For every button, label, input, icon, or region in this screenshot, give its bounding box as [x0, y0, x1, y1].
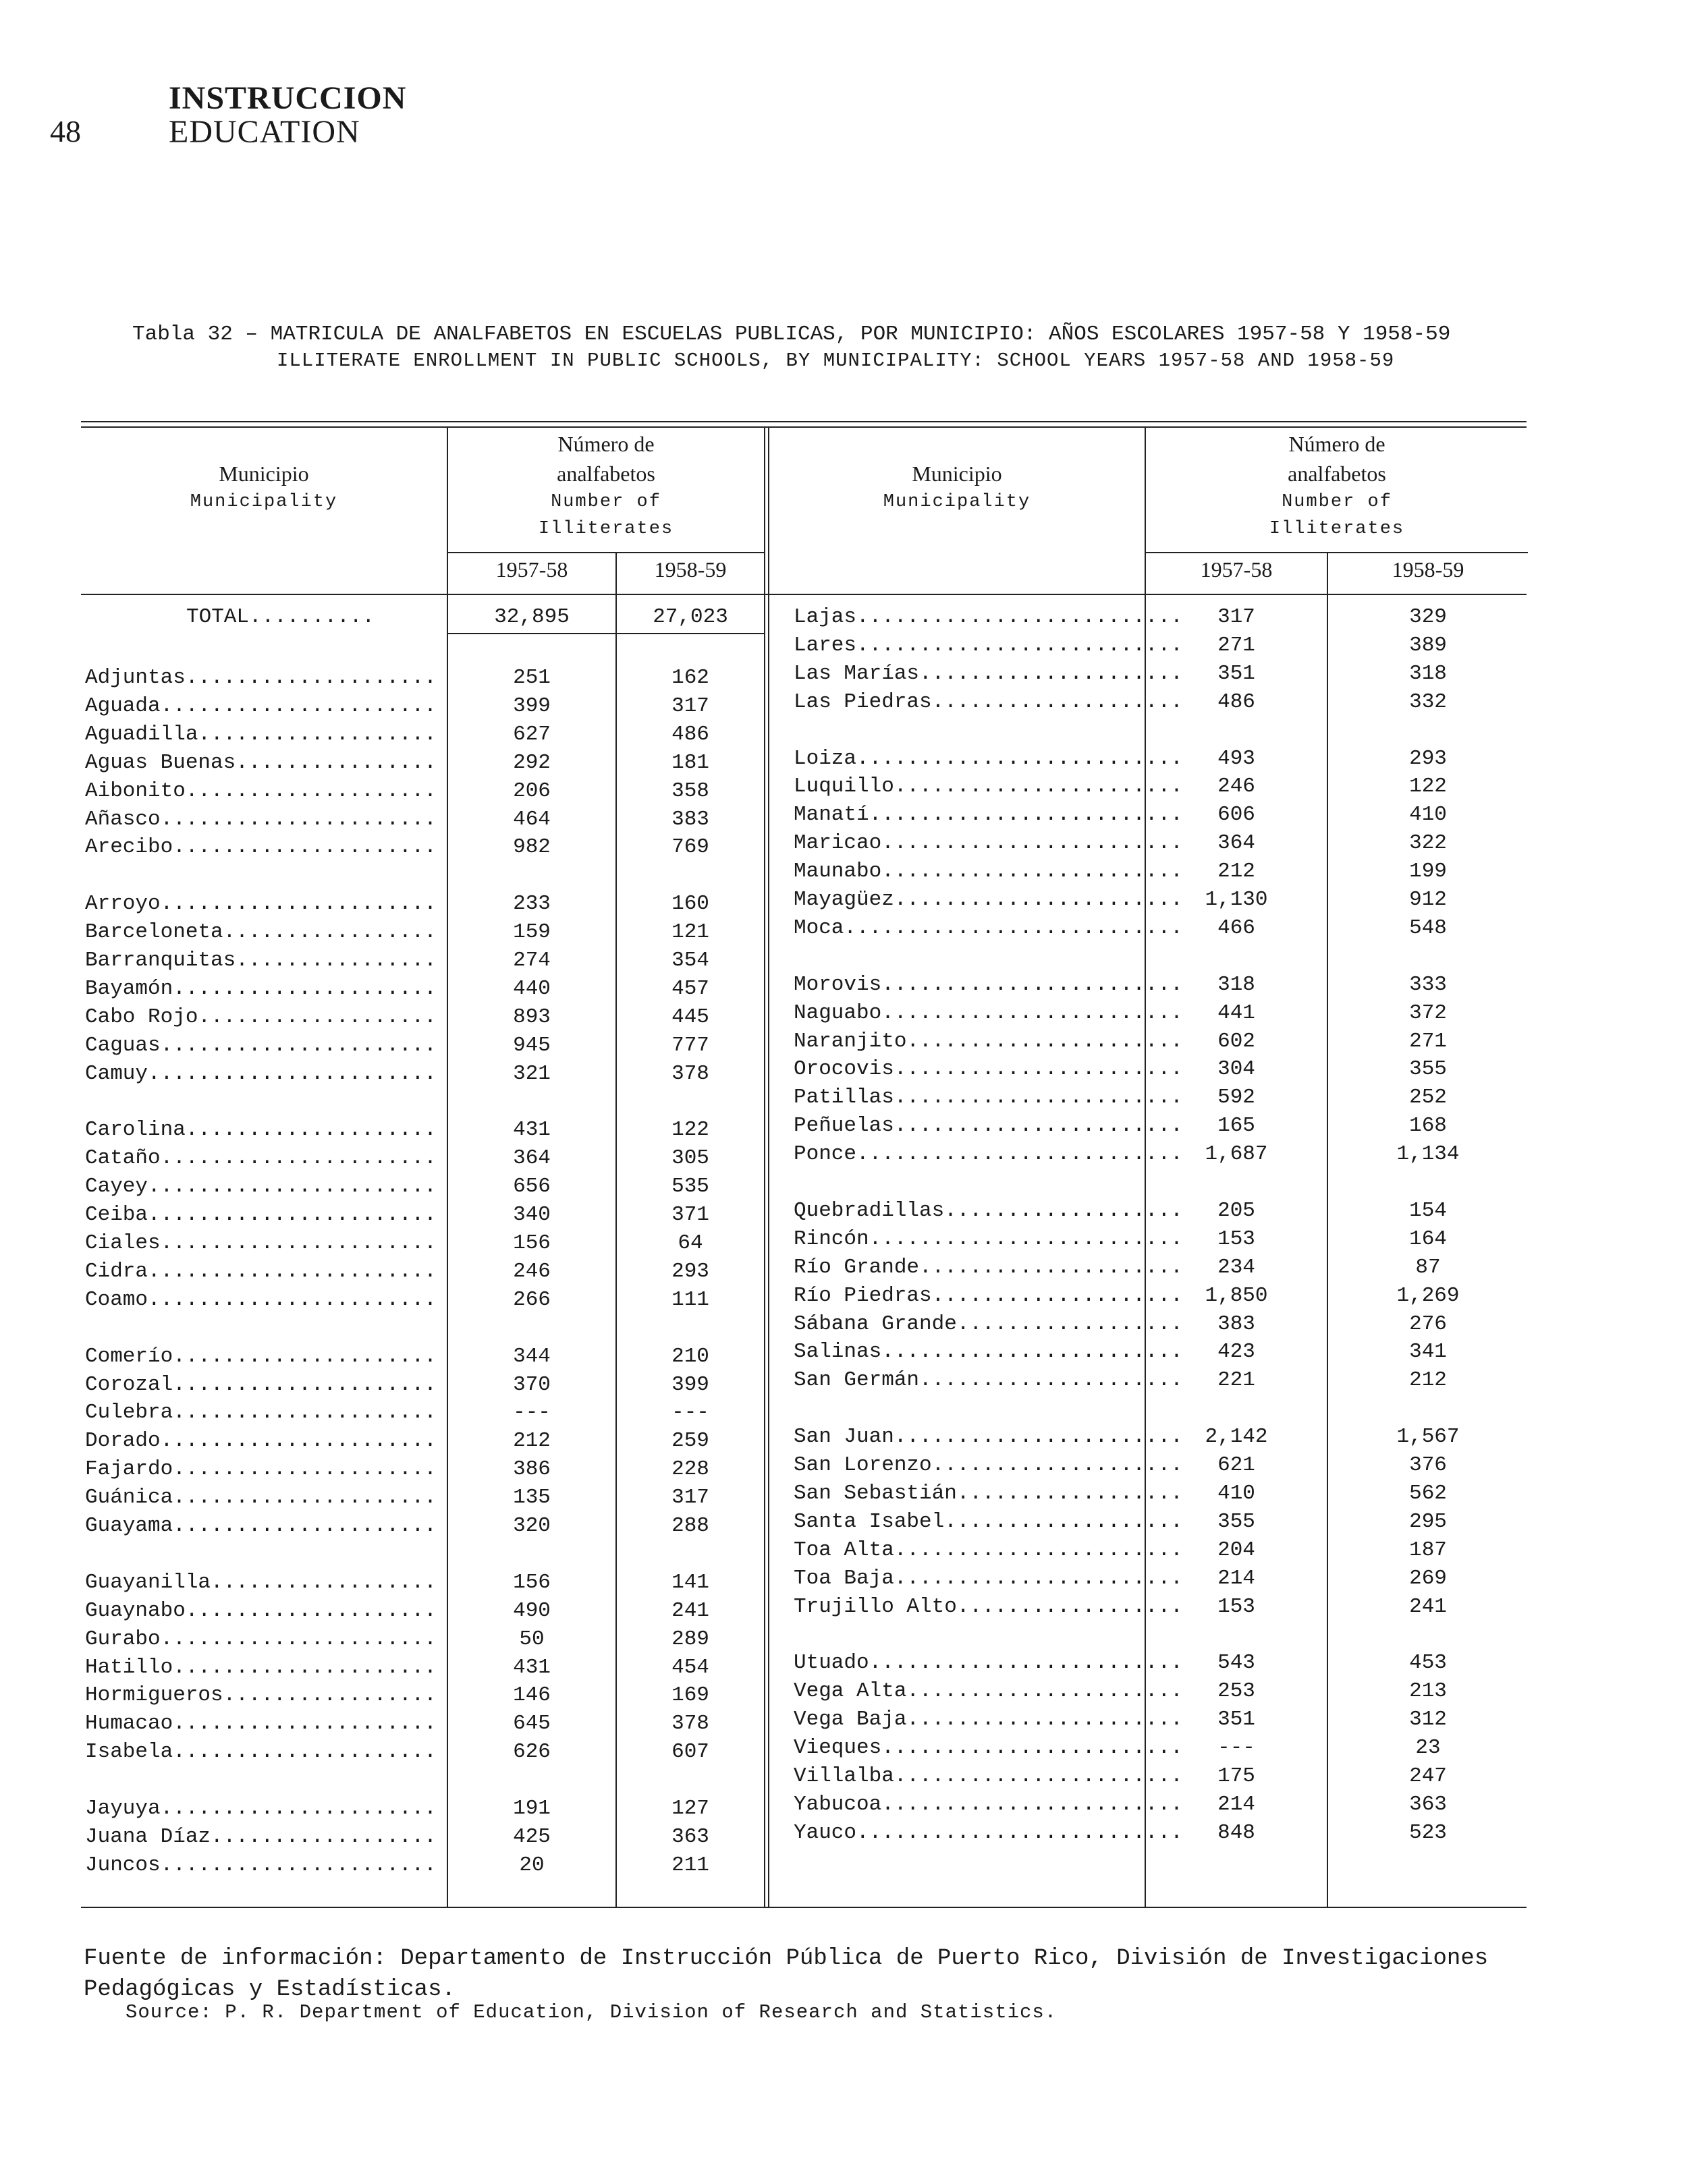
- municipality-name: Patillas.......................: [794, 1086, 1183, 1110]
- value-1958-59: 322: [1409, 831, 1447, 856]
- value-1957-58: 340: [513, 1203, 551, 1227]
- value-1957-58: 592: [1217, 1086, 1255, 1110]
- table-top-rule-1: [81, 421, 1527, 422]
- value-1958-59: 457: [671, 976, 709, 1001]
- value-1957-58: 321: [513, 1061, 551, 1086]
- municipality-name: Gurabo......................: [85, 1627, 437, 1651]
- value-1958-59: 293: [671, 1259, 709, 1283]
- municipality-name: Guayanilla..................: [85, 1570, 437, 1594]
- value-1957-58: 493: [1217, 746, 1255, 771]
- value-1958-59: 305: [671, 1146, 709, 1171]
- value-1957-58: 1,130: [1205, 888, 1268, 912]
- municipality-name: Aguadilla...................: [85, 722, 437, 746]
- municipality-name: Cataño......................: [85, 1146, 437, 1171]
- value-1957-58: 191: [513, 1797, 551, 1820]
- municipality-name: Añasco......................: [85, 807, 437, 831]
- municipality-name: Aibonito....................: [85, 779, 437, 803]
- value-1958-59: 523: [1409, 1820, 1447, 1845]
- page-number: 48: [50, 114, 81, 148]
- source-en: Source: P. R. Department of Education, Division of Research and Statistics.: [126, 2001, 1058, 2023]
- municipality-name: Arecibo.....................: [85, 835, 437, 860]
- value-1957-58: 159: [513, 920, 551, 945]
- value-1957-58: 621: [1217, 1453, 1255, 1477]
- value-1957-58: 945: [513, 1033, 551, 1057]
- value-1957-58: 602: [1217, 1029, 1255, 1053]
- value-1958-59: 378: [671, 1712, 709, 1736]
- value-1957-58: 214: [1217, 1566, 1255, 1590]
- value-1957-58: 364: [513, 1146, 551, 1171]
- source-es: Fuente de información: Departamento de Instrucción Pública de Puerto Rico, División de Investigaciones Pedagógicas y Estadísticas.: [84, 1946, 1489, 2003]
- value-1958-59: 289: [671, 1627, 709, 1651]
- value-1958-59: 247: [1409, 1764, 1447, 1788]
- municipality-name: Barceloneta.................: [85, 920, 437, 945]
- municipality-name: Cayey.......................: [85, 1175, 437, 1199]
- municipality-name: San Lorenzo....................: [794, 1453, 1183, 1477]
- municipality-name: Aguada......................: [85, 694, 437, 718]
- table-title-es: Tabla 32 – MATRICULA DE ANALFABETOS EN ESCUELAS PUBLICAS, POR MUNICIPIO: AÑOS ESCOLARES 1957-58 Y 1958-59: [132, 323, 1451, 346]
- municipality-name: Lares..........................: [794, 633, 1183, 657]
- value-1957-58: 318: [1217, 972, 1255, 997]
- value-1957-58: 351: [1217, 1708, 1255, 1732]
- value-1957-58: 441: [1217, 1001, 1255, 1025]
- municipality-name: Maricao........................: [794, 831, 1183, 856]
- table-top-rule-2: [81, 426, 1527, 428]
- value-1958-59: 378: [671, 1061, 709, 1086]
- col-divider-3a: [764, 428, 765, 1907]
- total-1958: 27,023: [653, 605, 728, 629]
- municipality-name: Aguas Buenas................: [85, 750, 437, 775]
- value-1958-59: 777: [671, 1033, 709, 1057]
- value-1958-59: 127: [671, 1797, 709, 1820]
- value-1957-58: 656: [513, 1175, 551, 1199]
- header-municipio-es: Municipio: [912, 461, 1002, 486]
- municipality-name: Luquillo.......................: [794, 775, 1183, 799]
- value-1958-59: 64: [678, 1231, 703, 1255]
- value-1957-58: 50: [519, 1627, 545, 1651]
- value-1957-58: 212: [1217, 860, 1255, 884]
- value-1957-58: 205: [1217, 1198, 1255, 1223]
- value-1957-58: 304: [1217, 1057, 1255, 1082]
- value-1957-58: 271: [1217, 633, 1255, 657]
- value-1957-58: 204: [1217, 1538, 1255, 1562]
- total-rule: [448, 633, 765, 634]
- value-1957-58: ---: [513, 1401, 551, 1425]
- value-1957-58: 464: [513, 807, 551, 831]
- value-1958-59: 23: [1415, 1736, 1441, 1760]
- value-1958-59: 486: [671, 722, 709, 746]
- header-year2-right: 1958-59: [1392, 557, 1464, 582]
- value-1957-58: 645: [513, 1712, 551, 1736]
- total-label: TOTAL..........: [186, 605, 375, 629]
- value-1957-58: 175: [1217, 1764, 1255, 1788]
- header-rule-right: [1146, 552, 1528, 553]
- value-1957-58: 627: [513, 722, 551, 746]
- value-1957-58: 246: [513, 1259, 551, 1283]
- value-1957-58: ---: [1217, 1736, 1255, 1760]
- value-1958-59: 271: [1409, 1029, 1447, 1053]
- municipality-name: Camuy.......................: [85, 1061, 437, 1086]
- value-1958-59: 358: [671, 779, 709, 803]
- municipality-name: Ponce..........................: [794, 1142, 1183, 1167]
- value-1958-59: 399: [671, 1372, 709, 1397]
- value-1958-59: 318: [1409, 661, 1447, 685]
- value-1958-59: 228: [671, 1457, 709, 1482]
- municipality-name: Quebradillas...................: [794, 1198, 1183, 1223]
- value-1958-59: 122: [671, 1118, 709, 1142]
- table-title-en: ILLITERATE ENROLLMENT IN PUBLIC SCHOOLS, BY MUNICIPALITY: SCHOOL YEARS 1957-58 AND 1958-59: [277, 349, 1395, 372]
- municipality-name: Orocovis.......................: [794, 1057, 1183, 1082]
- header-numero-es-2: analfabetos: [557, 461, 655, 486]
- municipality-name: Bayamón.....................: [85, 976, 437, 1001]
- value-1958-59: 168: [1409, 1114, 1447, 1138]
- value-1958-59: 1,567: [1396, 1425, 1460, 1449]
- value-1957-58: 221: [1217, 1368, 1255, 1393]
- municipality-name: Río Grande.....................: [794, 1255, 1183, 1279]
- value-1958-59: 548: [1409, 916, 1447, 940]
- value-1957-58: 135: [513, 1486, 551, 1510]
- municipality-name: Comerío.....................: [85, 1344, 437, 1368]
- value-1958-59: 317: [671, 1486, 709, 1510]
- value-1957-58: 386: [513, 1457, 551, 1482]
- value-1958-59: 769: [671, 835, 709, 860]
- header-year2-left: 1958-59: [654, 557, 727, 582]
- value-1958-59: 535: [671, 1175, 709, 1199]
- municipality-name: Juncos......................: [85, 1853, 437, 1877]
- municipality-name: Guaynabo....................: [85, 1598, 437, 1623]
- value-1958-59: 329: [1409, 605, 1447, 629]
- value-1957-58: 344: [513, 1344, 551, 1368]
- header-year1-left: 1957-58: [495, 557, 568, 582]
- municipality-name: Sábana Grande..................: [794, 1312, 1183, 1336]
- value-1957-58: 20: [519, 1853, 545, 1877]
- municipality-name: Utuado.........................: [794, 1651, 1183, 1675]
- value-1957-58: 486: [1217, 690, 1255, 714]
- value-1958-59: 912: [1409, 888, 1447, 912]
- municipality-name: Moca...........................: [794, 916, 1183, 940]
- municipality-name: Guánica.....................: [85, 1486, 437, 1510]
- value-1958-59: 317: [671, 694, 709, 718]
- municipality-name: Lajas..........................: [794, 605, 1183, 629]
- header-numero-en-1: Number of: [551, 492, 661, 512]
- value-1957-58: 1,687: [1205, 1142, 1268, 1167]
- value-1957-58: 165: [1217, 1114, 1255, 1138]
- value-1957-58: 153: [1217, 1227, 1255, 1251]
- value-1958-59: 371: [671, 1203, 709, 1227]
- value-1958-59: 410: [1409, 803, 1447, 827]
- municipality-name: Manatí.........................: [794, 803, 1183, 827]
- municipality-name: Adjuntas....................: [85, 666, 437, 690]
- value-1958-59: 312: [1409, 1708, 1447, 1732]
- value-1957-58: 206: [513, 779, 551, 803]
- municipality-name: Trujillo Alto..................: [794, 1594, 1183, 1619]
- municipality-name: Caguas......................: [85, 1033, 437, 1057]
- header-numero-en-2: Illiterates: [538, 519, 674, 539]
- value-1957-58: 423: [1217, 1340, 1255, 1364]
- municipality-name: Peñuelas.......................: [794, 1114, 1183, 1138]
- value-1957-58: 431: [513, 1655, 551, 1679]
- value-1957-58: 246: [1217, 775, 1255, 799]
- value-1958-59: 241: [671, 1598, 709, 1623]
- value-1957-58: 383: [1217, 1312, 1255, 1336]
- value-1958-59: 341: [1409, 1340, 1447, 1364]
- value-1957-58: 146: [513, 1683, 551, 1708]
- municipality-name: Vega Baja......................: [794, 1708, 1183, 1732]
- value-1958-59: 376: [1409, 1453, 1447, 1477]
- municipality-name: Vieques........................: [794, 1736, 1183, 1760]
- value-1958-59: 241: [1409, 1594, 1447, 1619]
- municipality-name: Vega Alta......................: [794, 1679, 1183, 1704]
- municipality-name: Santa Isabel...................: [794, 1509, 1183, 1534]
- municipality-name: Jayuya......................: [85, 1797, 437, 1820]
- municipality-name: Isabela.....................: [85, 1740, 437, 1764]
- value-1957-58: 982: [513, 835, 551, 860]
- municipality-name: San Germán.....................: [794, 1368, 1183, 1393]
- value-1957-58: 253: [1217, 1679, 1255, 1704]
- municipality-name: Hormigueros.................: [85, 1683, 437, 1708]
- value-1957-58: 234: [1217, 1255, 1255, 1279]
- value-1958-59: 269: [1409, 1566, 1447, 1590]
- value-1957-58: 893: [513, 1005, 551, 1029]
- municipality-name: Fajardo.....................: [85, 1457, 437, 1482]
- value-1957-58: 399: [513, 694, 551, 718]
- value-1958-59: 383: [671, 807, 709, 831]
- value-1958-59: 363: [1409, 1792, 1447, 1816]
- section-title-en: EDUCATION: [169, 114, 360, 150]
- value-1958-59: 169: [671, 1683, 709, 1708]
- value-1957-58: 370: [513, 1372, 551, 1397]
- value-1958-59: 199: [1409, 860, 1447, 884]
- value-1957-58: 355: [1217, 1509, 1255, 1534]
- value-1958-59: 121: [671, 920, 709, 945]
- municipality-name: Arroyo......................: [85, 892, 437, 916]
- value-1958-59: 154: [1409, 1198, 1447, 1223]
- header-municipio-en: Municipality: [883, 492, 1031, 512]
- header-numero-es-2: analfabetos: [1288, 461, 1386, 486]
- municipality-name: Cabo Rojo...................: [85, 1005, 437, 1029]
- header-municipio-right: [769, 459, 1145, 515]
- header-municipio-left: [81, 459, 447, 515]
- value-1957-58: 1,850: [1205, 1283, 1268, 1308]
- municipality-name: Yauco..........................: [794, 1820, 1183, 1845]
- value-1958-59: 445: [671, 1005, 709, 1029]
- value-1957-58: 626: [513, 1740, 551, 1764]
- municipality-name: Río Piedras....................: [794, 1283, 1183, 1308]
- municipality-name: Carolina....................: [85, 1118, 437, 1142]
- municipality-name: Naguabo........................: [794, 1001, 1183, 1025]
- value-1958-59: 164: [1409, 1227, 1447, 1251]
- value-1958-59: 212: [1409, 1368, 1447, 1393]
- municipality-name: Las Piedras....................: [794, 690, 1183, 714]
- header-rule-left: [448, 552, 765, 553]
- municipality-name: Naranjito......................: [794, 1029, 1183, 1053]
- value-1958-59: 389: [1409, 633, 1447, 657]
- municipality-name: Morovis........................: [794, 972, 1183, 997]
- value-1958-59: 213: [1409, 1679, 1447, 1704]
- value-1958-59: 453: [1409, 1651, 1447, 1675]
- municipality-name: Culebra.....................: [85, 1401, 437, 1425]
- value-1957-58: 214: [1217, 1792, 1255, 1816]
- municipality-name: Coamo.......................: [85, 1287, 437, 1312]
- value-1957-58: 317: [1217, 605, 1255, 629]
- value-1958-59: ---: [671, 1401, 709, 1425]
- header-numero-es-1: Número de: [557, 432, 655, 456]
- municipality-name: San Sebastián..................: [794, 1481, 1183, 1505]
- value-1958-59: 122: [1409, 775, 1447, 799]
- value-1957-58: 848: [1217, 1820, 1255, 1845]
- municipality-name: Villalba.......................: [794, 1764, 1183, 1788]
- municipality-name: Corozal.....................: [85, 1372, 437, 1397]
- municipality-name: Rincón.........................: [794, 1227, 1183, 1251]
- municipality-name: Ceiba.......................: [85, 1203, 437, 1227]
- header-year1-right: 1957-58: [1200, 557, 1273, 582]
- value-1958-59: 252: [1409, 1086, 1447, 1110]
- municipality-name: Maunabo........................: [794, 860, 1183, 884]
- municipality-name: Humacao.....................: [85, 1712, 437, 1736]
- value-1958-59: 454: [671, 1655, 709, 1679]
- value-1957-58: 490: [513, 1598, 551, 1623]
- value-1957-58: 212: [513, 1429, 551, 1453]
- value-1957-58: 320: [513, 1514, 551, 1538]
- value-1957-58: 156: [513, 1231, 551, 1255]
- value-1958-59: 210: [671, 1344, 709, 1368]
- municipality-name: Guayama.....................: [85, 1514, 437, 1538]
- value-1958-59: 355: [1409, 1057, 1447, 1082]
- value-1958-59: 141: [671, 1570, 709, 1594]
- municipality-name: Yabucoa........................: [794, 1792, 1183, 1816]
- value-1958-59: 87: [1415, 1255, 1441, 1279]
- header-numero-right: [1146, 429, 1528, 542]
- municipality-name: Ciales......................: [85, 1231, 437, 1255]
- value-1957-58: 364: [1217, 831, 1255, 856]
- value-1957-58: 2,142: [1205, 1425, 1268, 1449]
- value-1957-58: 351: [1217, 661, 1255, 685]
- value-1957-58: 233: [513, 892, 551, 916]
- value-1958-59: 160: [671, 892, 709, 916]
- municipality-name: Dorado......................: [85, 1429, 437, 1453]
- municipality-name: Barranquitas................: [85, 949, 437, 972]
- value-1958-59: 293: [1409, 746, 1447, 771]
- municipality-name: Loiza..........................: [794, 746, 1183, 771]
- value-1958-59: 332: [1409, 690, 1447, 714]
- value-1957-58: 440: [513, 976, 551, 1001]
- header-numero-es-1: Número de: [1288, 432, 1385, 456]
- value-1957-58: 251: [513, 666, 551, 690]
- value-1957-58: 606: [1217, 803, 1255, 827]
- value-1958-59: 162: [671, 666, 709, 690]
- value-1958-59: 187: [1409, 1538, 1447, 1562]
- value-1957-58: 292: [513, 750, 551, 775]
- municipality-name: Hatillo.....................: [85, 1655, 437, 1679]
- value-1957-58: 156: [513, 1570, 551, 1594]
- header-municipio-es: Municipio: [219, 461, 309, 486]
- value-1958-59: 363: [671, 1824, 709, 1849]
- value-1958-59: 562: [1409, 1481, 1447, 1505]
- municipality-name: Toa Alta.......................: [794, 1538, 1183, 1562]
- value-1958-59: 111: [671, 1287, 709, 1312]
- col-divider-3b: [768, 428, 769, 1907]
- value-1958-59: 288: [671, 1514, 709, 1538]
- municipality-name: Las Marías.....................: [794, 661, 1183, 685]
- municipality-name: Salinas........................: [794, 1340, 1183, 1364]
- value-1957-58: 466: [1217, 916, 1255, 940]
- value-1957-58: 425: [513, 1824, 551, 1849]
- value-1958-59: 181: [671, 750, 709, 775]
- value-1958-59: 211: [671, 1853, 709, 1877]
- header-numero-en-2: Illiterates: [1269, 519, 1405, 539]
- value-1957-58: 543: [1217, 1651, 1255, 1675]
- value-1958-59: 276: [1409, 1312, 1447, 1336]
- value-1958-59: 372: [1409, 1001, 1447, 1025]
- value-1957-58: 431: [513, 1118, 551, 1142]
- table-bottom-rule: [81, 1907, 1527, 1908]
- value-1958-59: 607: [671, 1740, 709, 1764]
- header-numero-left: [448, 429, 764, 542]
- value-1958-59: 1,134: [1396, 1142, 1460, 1167]
- municipality-name: Cidra.......................: [85, 1259, 437, 1283]
- section-title-es: INSTRUCCION: [169, 80, 407, 116]
- value-1957-58: 153: [1217, 1594, 1255, 1619]
- municipality-name: Toa Baja.......................: [794, 1566, 1183, 1590]
- header-bottom-rule: [81, 594, 1527, 595]
- value-1958-59: 295: [1409, 1509, 1447, 1534]
- header-numero-en-1: Number of: [1282, 492, 1392, 512]
- value-1957-58: 266: [513, 1287, 551, 1312]
- value-1958-59: 333: [1409, 972, 1447, 997]
- municipality-name: Mayagüez.......................: [794, 888, 1183, 912]
- total-1957: 32,895: [494, 605, 570, 629]
- header-municipio-en: Municipality: [190, 492, 338, 512]
- value-1958-59: 354: [671, 949, 709, 972]
- value-1957-58: 274: [513, 949, 551, 972]
- value-1958-59: 259: [671, 1429, 709, 1453]
- value-1957-58: 410: [1217, 1481, 1255, 1505]
- municipality-name: San Juan.......................: [794, 1425, 1183, 1449]
- value-1958-59: 1,269: [1396, 1283, 1460, 1308]
- municipality-name: Juana Díaz..................: [85, 1824, 437, 1849]
